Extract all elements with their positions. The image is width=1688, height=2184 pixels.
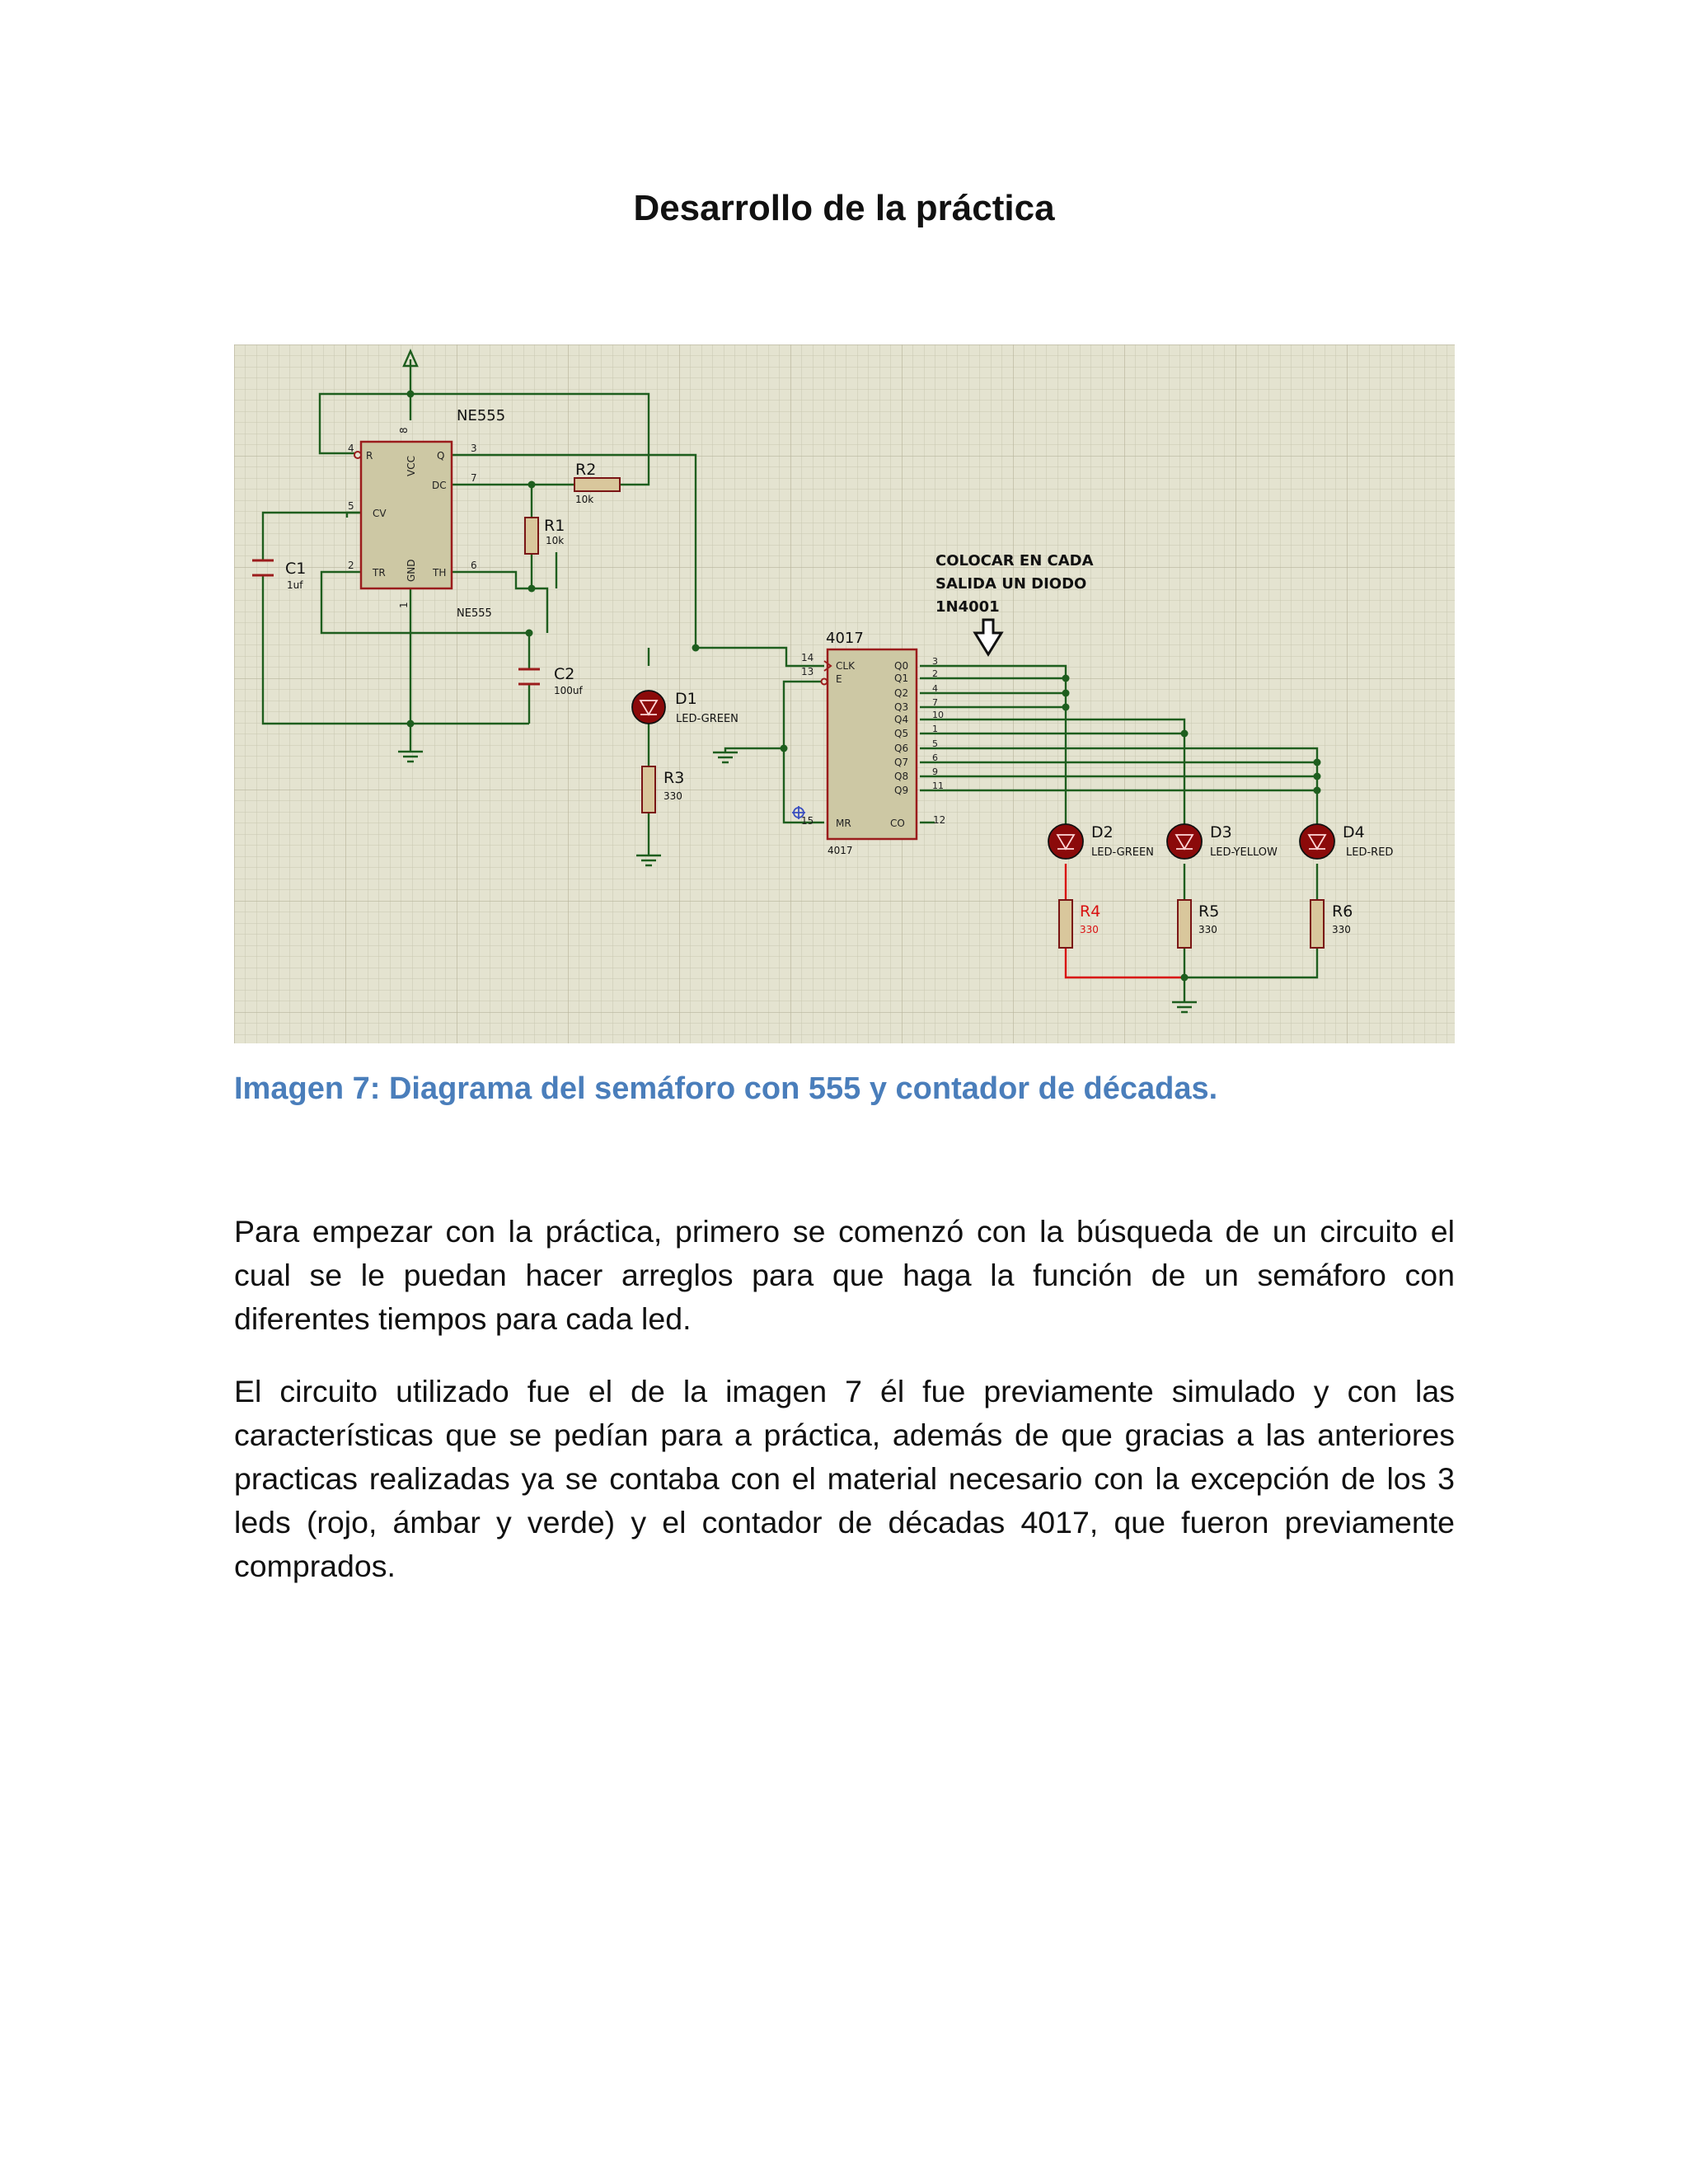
c2-name: C2 (554, 665, 575, 683)
svg-text:8: 8 (398, 427, 410, 434)
q-output-pin: 10 (932, 710, 944, 720)
d4-name: D4 (1343, 823, 1365, 841)
page-title: Desarrollo de la práctica (633, 188, 1055, 228)
q-output-pin: 4 (932, 683, 938, 694)
q-output-pin: 3 (932, 656, 938, 667)
paragraph: El circuito utilizado fue el de la imagen 7 él fue previamente simulado y con las características que se pedían para a práctica, además de que gracias a las anteriores practicas realizadas ya se contaba con el material necesario con la excepción de los 3 leds (rojo, ámbar y verde) y el contador de décadas 4017, que fueron previamente comprados. (234, 1374, 1455, 1583)
svg-text:TR: TR (373, 567, 386, 579)
svg-text:6: 6 (471, 560, 477, 571)
q-output-pin: 5 (932, 738, 938, 749)
d2-name: D2 (1091, 823, 1114, 841)
r4-value: 330 (1080, 924, 1099, 935)
r4-name: R4 (1080, 902, 1101, 921)
r1-value: 10k (546, 535, 565, 546)
svg-text:MR: MR (836, 818, 851, 829)
c1-value: 1uf (287, 579, 303, 591)
paragraph: Para empezar con la práctica, primero se comenzó con la búsqueda de un circuito el cual se le puedan hacer arreglos para que haga la función de un semáforo con diferentes tiempos para cada led. (234, 1214, 1455, 1336)
svg-text:1N4001: 1N4001 (935, 598, 1000, 616)
svg-text:1: 1 (398, 602, 410, 608)
svg-text:3: 3 (471, 443, 477, 454)
d3-value: LED-YELLOW (1210, 846, 1278, 859)
q-output-pin: 1 (932, 724, 938, 734)
q-output-label: Q7 (894, 757, 909, 768)
svg-text:7: 7 (471, 472, 477, 484)
d2-value: LED-GREEN (1091, 846, 1154, 859)
svg-text:CV: CV (373, 508, 387, 519)
svg-text:5: 5 (348, 500, 354, 512)
counter-4017-label: 4017 (826, 630, 864, 647)
r1-name: R1 (544, 517, 565, 535)
q-output-pin: 2 (932, 668, 938, 679)
r6-name: R6 (1332, 902, 1353, 921)
svg-text:GND: GND (406, 559, 417, 582)
d3-name: D3 (1210, 823, 1232, 841)
svg-text:13: 13 (801, 666, 814, 677)
c1-name: C1 (285, 560, 307, 578)
svg-text:2: 2 (348, 560, 354, 571)
q-output-label: Q4 (894, 714, 909, 725)
svg-text:Q: Q (437, 450, 445, 462)
r5-name: R5 (1198, 902, 1220, 921)
svg-text:CO: CO (890, 818, 905, 829)
q-output-pin: 11 (932, 780, 944, 791)
ne555-label: NE555 (457, 407, 506, 424)
svg-text:SALIDA UN DIODO: SALIDA UN DIODO (935, 575, 1087, 593)
q-output-label: Q8 (894, 771, 909, 782)
svg-text:15: 15 (801, 815, 814, 827)
svg-text:COLOCAR EN CADA: COLOCAR EN CADA (935, 552, 1094, 569)
counter-4017-sublabel: 4017 (828, 845, 853, 856)
q-output-pin: 6 (932, 752, 938, 763)
q-output-pin: 9 (932, 766, 938, 777)
q-output-label: Q5 (894, 728, 909, 739)
svg-text:4: 4 (348, 443, 354, 454)
svg-text:R: R (366, 450, 373, 462)
r3-name: R3 (663, 769, 685, 787)
r6-value: 330 (1332, 924, 1351, 935)
ne555-sublabel: NE555 (457, 607, 492, 620)
svg-text:TH: TH (433, 567, 447, 579)
svg-text:CLK: CLK (836, 660, 855, 672)
svg-text:14: 14 (801, 652, 814, 663)
svg-text:VCC: VCC (406, 456, 417, 476)
q-output-label: Q2 (894, 687, 909, 699)
q-output-label: Q9 (894, 785, 909, 796)
svg-text:DC: DC (432, 480, 447, 491)
r5-value: 330 (1198, 924, 1217, 935)
d1-name: D1 (675, 690, 697, 708)
q-output-pin: 7 (932, 697, 938, 708)
q-output-label: Q1 (894, 673, 909, 684)
d4-value: LED-RED (1346, 846, 1394, 859)
r3-value: 330 (663, 790, 682, 802)
c2-value: 100uf (554, 685, 583, 696)
q-output-label: Q6 (894, 743, 909, 754)
circuit-schematic (234, 344, 1455, 1043)
svg-text:E: E (836, 673, 842, 685)
r2-value: 10k (575, 494, 594, 505)
figure-caption: Imagen 7: Diagrama del semáforo con 555 y contador de décadas. (234, 1071, 1218, 1106)
d1-value: LED-GREEN (676, 713, 738, 725)
r2-name: R2 (575, 461, 597, 479)
q-output-label: Q0 (894, 660, 909, 672)
q-output-label: Q3 (894, 701, 909, 713)
svg-text:12: 12 (933, 814, 946, 826)
